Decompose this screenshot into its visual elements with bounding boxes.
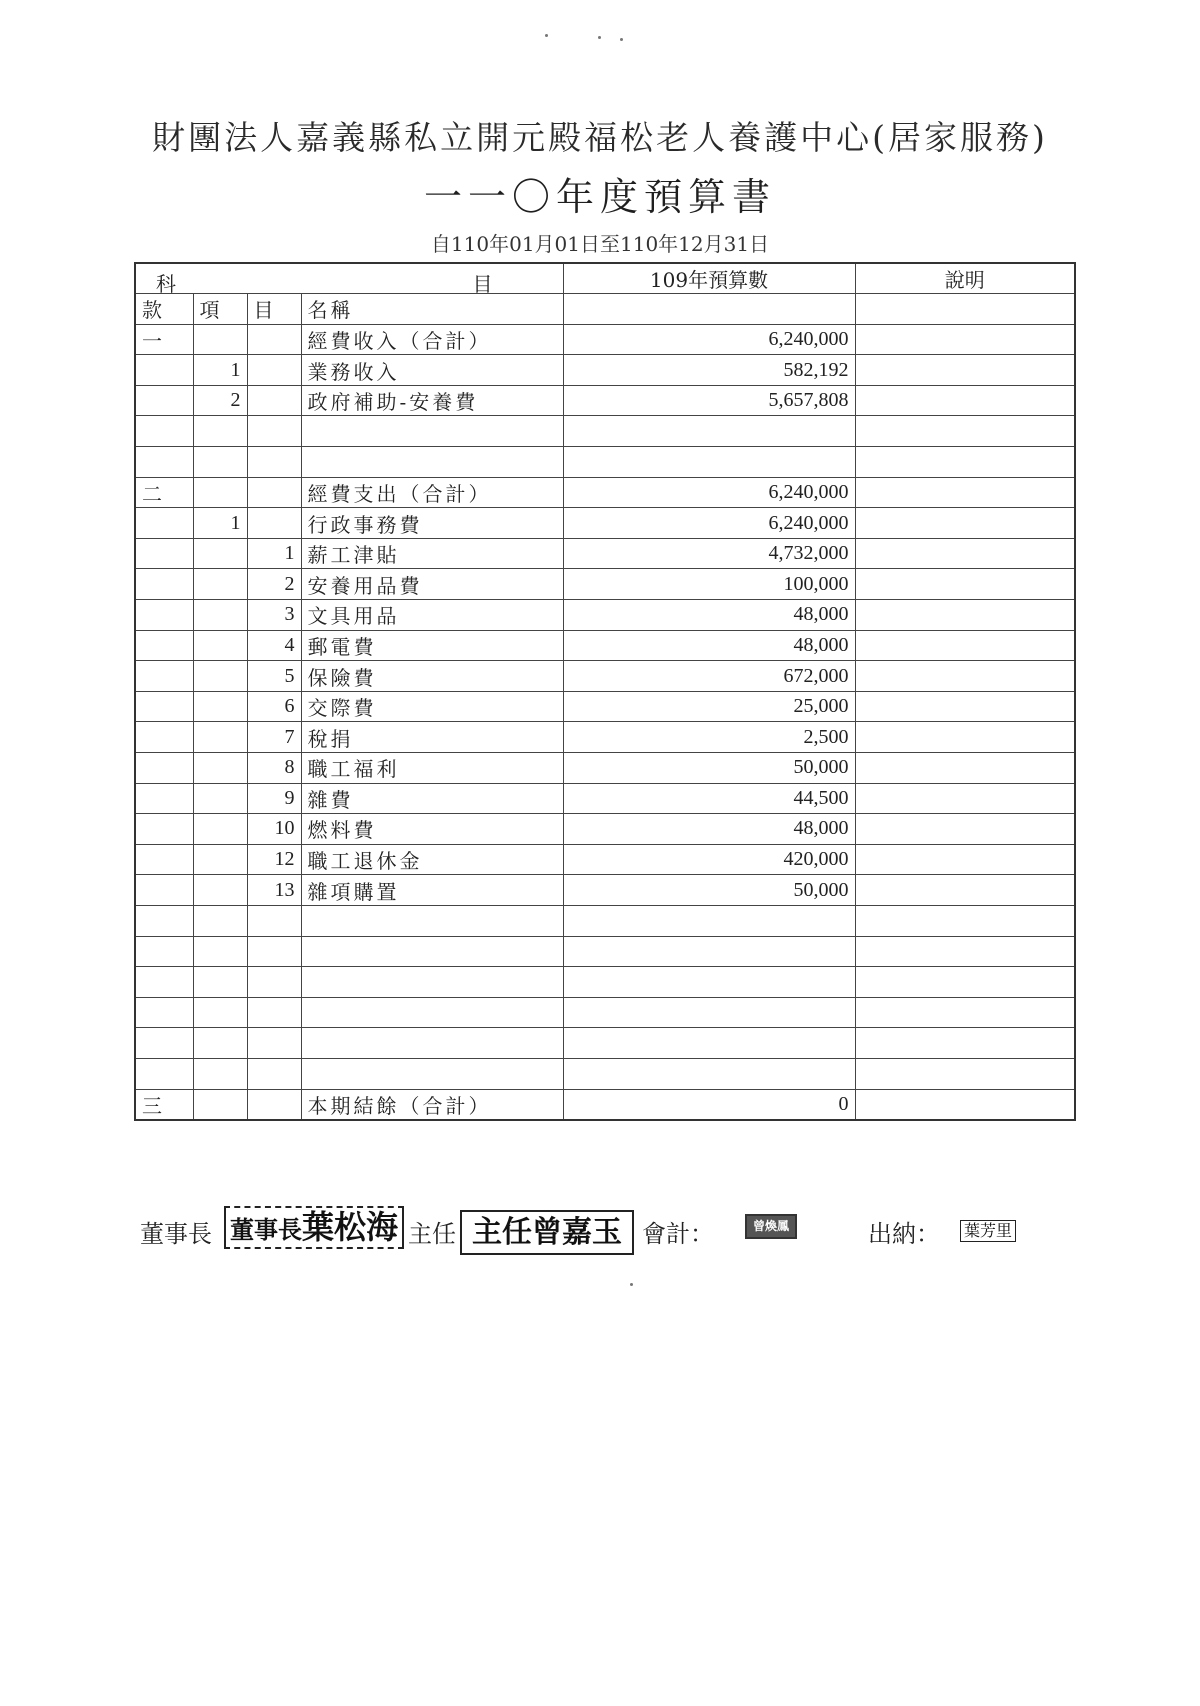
scan-speck bbox=[620, 38, 623, 41]
header-ke: 科 bbox=[156, 272, 176, 294]
row-xiang bbox=[193, 844, 247, 875]
row-xiang: 1 bbox=[193, 508, 247, 539]
table-row bbox=[135, 783, 1075, 814]
row-xiang bbox=[193, 875, 247, 906]
row-value: 6,240,000 bbox=[563, 508, 855, 539]
row-xiang bbox=[193, 1089, 247, 1120]
row-name: 保險費 bbox=[301, 661, 563, 692]
row-mu bbox=[247, 967, 301, 998]
row-value bbox=[563, 447, 855, 478]
header-ke-mu bbox=[135, 263, 563, 294]
row-mu: 7 bbox=[247, 722, 301, 753]
row-xiang bbox=[193, 600, 247, 631]
row-xiang bbox=[193, 1028, 247, 1059]
director-label: 主任 bbox=[408, 1220, 456, 1248]
row-value: 5,657,808 bbox=[563, 385, 855, 416]
row-value: 50,000 bbox=[563, 875, 855, 906]
row-mu bbox=[247, 1028, 301, 1059]
row-name bbox=[301, 416, 563, 447]
header-xiang: 項 bbox=[193, 294, 247, 325]
table-row bbox=[135, 355, 1075, 386]
row-value bbox=[563, 967, 855, 998]
row-value bbox=[563, 997, 855, 1028]
row-value: 25,000 bbox=[563, 691, 855, 722]
row-note bbox=[855, 1028, 1075, 1059]
row-value: 6,240,000 bbox=[563, 324, 855, 355]
row-mu: 1 bbox=[247, 538, 301, 569]
table-row bbox=[135, 538, 1075, 569]
chairman-seal bbox=[224, 1206, 404, 1249]
row-kuan bbox=[135, 997, 193, 1028]
table-row bbox=[135, 416, 1075, 447]
row-name: 薪工津貼 bbox=[301, 538, 563, 569]
row-value: 48,000 bbox=[563, 630, 855, 661]
row-mu: 3 bbox=[247, 600, 301, 631]
table-row bbox=[135, 477, 1075, 508]
table-row bbox=[135, 814, 1075, 845]
row-kuan bbox=[135, 385, 193, 416]
row-mu: 4 bbox=[247, 630, 301, 661]
row-mu: 10 bbox=[247, 814, 301, 845]
row-name: 行政事務費 bbox=[301, 508, 563, 539]
row-value: 4,732,000 bbox=[563, 538, 855, 569]
row-mu bbox=[247, 477, 301, 508]
row-name: 文具用品 bbox=[301, 600, 563, 631]
row-value: 0 bbox=[563, 1089, 855, 1120]
row-name bbox=[301, 967, 563, 998]
table-row bbox=[135, 1089, 1075, 1120]
row-note bbox=[855, 936, 1075, 967]
table-row bbox=[135, 997, 1075, 1028]
row-note bbox=[855, 905, 1075, 936]
row-mu bbox=[247, 447, 301, 478]
row-mu: 2 bbox=[247, 569, 301, 600]
row-xiang bbox=[193, 324, 247, 355]
row-note bbox=[855, 814, 1075, 845]
table-row bbox=[135, 447, 1075, 478]
row-kuan bbox=[135, 355, 193, 386]
header-blank-note bbox=[855, 294, 1075, 325]
director-seal: 主任曾嘉玉 bbox=[460, 1210, 634, 1255]
chairman-label: 董事長 bbox=[140, 1220, 212, 1248]
row-kuan bbox=[135, 875, 193, 906]
row-kuan bbox=[135, 1058, 193, 1089]
row-name: 業務收入 bbox=[301, 355, 563, 386]
row-kuan bbox=[135, 844, 193, 875]
row-note bbox=[855, 355, 1075, 386]
row-kuan bbox=[135, 967, 193, 998]
row-kuan bbox=[135, 538, 193, 569]
table-row bbox=[135, 600, 1075, 631]
row-xiang bbox=[193, 1058, 247, 1089]
row-xiang bbox=[193, 569, 247, 600]
row-note bbox=[855, 997, 1075, 1028]
table-header-row-2 bbox=[135, 294, 1075, 325]
row-xiang: 1 bbox=[193, 355, 247, 386]
row-name: 安養用品費 bbox=[301, 569, 563, 600]
scan-speck bbox=[630, 1283, 633, 1286]
row-value: 582,192 bbox=[563, 355, 855, 386]
row-kuan: 三 bbox=[135, 1089, 193, 1120]
row-mu: 6 bbox=[247, 691, 301, 722]
row-name bbox=[301, 936, 563, 967]
row-mu bbox=[247, 324, 301, 355]
row-name bbox=[301, 905, 563, 936]
header-note: 說明 bbox=[855, 263, 1075, 294]
row-note bbox=[855, 661, 1075, 692]
row-value bbox=[563, 1028, 855, 1059]
row-xiang bbox=[193, 936, 247, 967]
table-row bbox=[135, 385, 1075, 416]
table-row bbox=[135, 875, 1075, 906]
row-note bbox=[855, 600, 1075, 631]
header-mu-col: 目 bbox=[247, 294, 301, 325]
row-kuan bbox=[135, 814, 193, 845]
row-kuan bbox=[135, 722, 193, 753]
row-name: 燃料費 bbox=[301, 814, 563, 845]
row-name: 政府補助-安養費 bbox=[301, 385, 563, 416]
row-note bbox=[855, 967, 1075, 998]
row-kuan bbox=[135, 753, 193, 784]
row-kuan bbox=[135, 691, 193, 722]
row-xiang bbox=[193, 691, 247, 722]
row-xiang bbox=[193, 630, 247, 661]
row-mu: 9 bbox=[247, 783, 301, 814]
row-note bbox=[855, 783, 1075, 814]
table-row bbox=[135, 753, 1075, 784]
row-name: 經費支出（合計） bbox=[301, 477, 563, 508]
row-value: 100,000 bbox=[563, 569, 855, 600]
row-xiang bbox=[193, 477, 247, 508]
cashier-label: 出納： bbox=[868, 1220, 940, 1248]
budget-table-body bbox=[135, 263, 1075, 1120]
row-kuan bbox=[135, 447, 193, 478]
row-kuan bbox=[135, 416, 193, 447]
row-note bbox=[855, 875, 1075, 906]
row-mu bbox=[247, 416, 301, 447]
scan-speck bbox=[545, 34, 548, 37]
row-kuan bbox=[135, 569, 193, 600]
row-xiang: 2 bbox=[193, 385, 247, 416]
row-name: 職工福利 bbox=[301, 753, 563, 784]
row-note bbox=[855, 385, 1075, 416]
row-name: 本期結餘（合計） bbox=[301, 1089, 563, 1120]
table-row bbox=[135, 905, 1075, 936]
row-xiang bbox=[193, 753, 247, 784]
table-row bbox=[135, 722, 1075, 753]
row-name: 雜項購置 bbox=[301, 875, 563, 906]
row-mu bbox=[247, 997, 301, 1028]
table-row bbox=[135, 661, 1075, 692]
row-kuan bbox=[135, 905, 193, 936]
row-mu bbox=[247, 905, 301, 936]
row-name: 職工退休金 bbox=[301, 844, 563, 875]
row-note bbox=[855, 416, 1075, 447]
row-mu bbox=[247, 355, 301, 386]
row-mu bbox=[247, 385, 301, 416]
row-value bbox=[563, 416, 855, 447]
row-value bbox=[563, 936, 855, 967]
table-row bbox=[135, 967, 1075, 998]
row-mu: 5 bbox=[247, 661, 301, 692]
row-xiang bbox=[193, 967, 247, 998]
row-name bbox=[301, 997, 563, 1028]
row-mu: 12 bbox=[247, 844, 301, 875]
row-name: 經費收入（合計） bbox=[301, 324, 563, 355]
row-xiang bbox=[193, 416, 247, 447]
row-value: 2,500 bbox=[563, 722, 855, 753]
row-value: 44,500 bbox=[563, 783, 855, 814]
cashier-seal: 葉芳里 bbox=[960, 1220, 1016, 1242]
document-subtitle: 一一〇年度預算書 bbox=[423, 175, 776, 219]
row-value: 48,000 bbox=[563, 814, 855, 845]
row-mu bbox=[247, 936, 301, 967]
row-kuan bbox=[135, 630, 193, 661]
chairman-seal-title: 董事長 bbox=[230, 1215, 302, 1244]
row-xiang bbox=[193, 905, 247, 936]
table-row bbox=[135, 508, 1075, 539]
row-value bbox=[563, 1058, 855, 1089]
row-value: 50,000 bbox=[563, 753, 855, 784]
row-mu: 8 bbox=[247, 753, 301, 784]
row-xiang bbox=[193, 814, 247, 845]
row-note bbox=[855, 691, 1075, 722]
table-row bbox=[135, 691, 1075, 722]
header-mu: 目 bbox=[472, 272, 493, 294]
row-name: 稅捐 bbox=[301, 722, 563, 753]
row-note bbox=[855, 538, 1075, 569]
accountant-label: 會計： bbox=[642, 1220, 714, 1248]
row-xiang bbox=[193, 783, 247, 814]
row-xiang bbox=[193, 997, 247, 1028]
row-kuan: 一 bbox=[135, 324, 193, 355]
table-row bbox=[135, 1028, 1075, 1059]
row-mu bbox=[247, 1089, 301, 1120]
table-row bbox=[135, 324, 1075, 355]
row-note bbox=[855, 508, 1075, 539]
row-mu bbox=[247, 1058, 301, 1089]
table-row bbox=[135, 569, 1075, 600]
scan-speck bbox=[598, 36, 601, 39]
table-row bbox=[135, 630, 1075, 661]
document-title: 財團法人嘉義縣私立開元殿福松老人養護中心(居家服務) bbox=[152, 118, 1048, 157]
row-value: 420,000 bbox=[563, 844, 855, 875]
signature-row bbox=[140, 1206, 1100, 1266]
row-note bbox=[855, 630, 1075, 661]
row-note bbox=[855, 722, 1075, 753]
row-value: 48,000 bbox=[563, 600, 855, 631]
header-blank-budget bbox=[563, 294, 855, 325]
row-note bbox=[855, 477, 1075, 508]
row-kuan bbox=[135, 661, 193, 692]
table-row bbox=[135, 936, 1075, 967]
row-xiang bbox=[193, 447, 247, 478]
budget-period: 自110年01月01日至110年12月31日 bbox=[430, 232, 770, 256]
row-xiang bbox=[193, 722, 247, 753]
row-kuan: 二 bbox=[135, 477, 193, 508]
row-note bbox=[855, 569, 1075, 600]
row-note bbox=[855, 1058, 1075, 1089]
row-mu: 13 bbox=[247, 875, 301, 906]
row-xiang bbox=[193, 661, 247, 692]
row-value bbox=[563, 905, 855, 936]
table-row bbox=[135, 1058, 1075, 1089]
accountant-seal: 曾煥鳳 bbox=[745, 1214, 797, 1239]
row-name bbox=[301, 447, 563, 478]
row-note bbox=[855, 447, 1075, 478]
row-name bbox=[301, 1058, 563, 1089]
row-note bbox=[855, 753, 1075, 784]
row-kuan bbox=[135, 936, 193, 967]
chairman-seal-name: 葉松海 bbox=[302, 1208, 399, 1246]
row-note bbox=[855, 844, 1075, 875]
row-kuan bbox=[135, 508, 193, 539]
row-xiang bbox=[193, 538, 247, 569]
row-note bbox=[855, 1089, 1075, 1120]
budget-table bbox=[134, 262, 1076, 1121]
table-row bbox=[135, 844, 1075, 875]
row-kuan bbox=[135, 600, 193, 631]
row-kuan bbox=[135, 1028, 193, 1059]
row-name: 郵電費 bbox=[301, 630, 563, 661]
row-value: 6,240,000 bbox=[563, 477, 855, 508]
header-kuan: 款 bbox=[135, 294, 193, 325]
row-name: 交際費 bbox=[301, 691, 563, 722]
row-note bbox=[855, 324, 1075, 355]
table-header-row-1 bbox=[135, 263, 1075, 294]
row-value: 672,000 bbox=[563, 661, 855, 692]
row-name: 雜費 bbox=[301, 783, 563, 814]
header-budget: 109年預算數 bbox=[563, 263, 855, 294]
row-kuan bbox=[135, 783, 193, 814]
row-mu bbox=[247, 508, 301, 539]
header-name: 名稱 bbox=[301, 294, 563, 325]
row-name bbox=[301, 1028, 563, 1059]
